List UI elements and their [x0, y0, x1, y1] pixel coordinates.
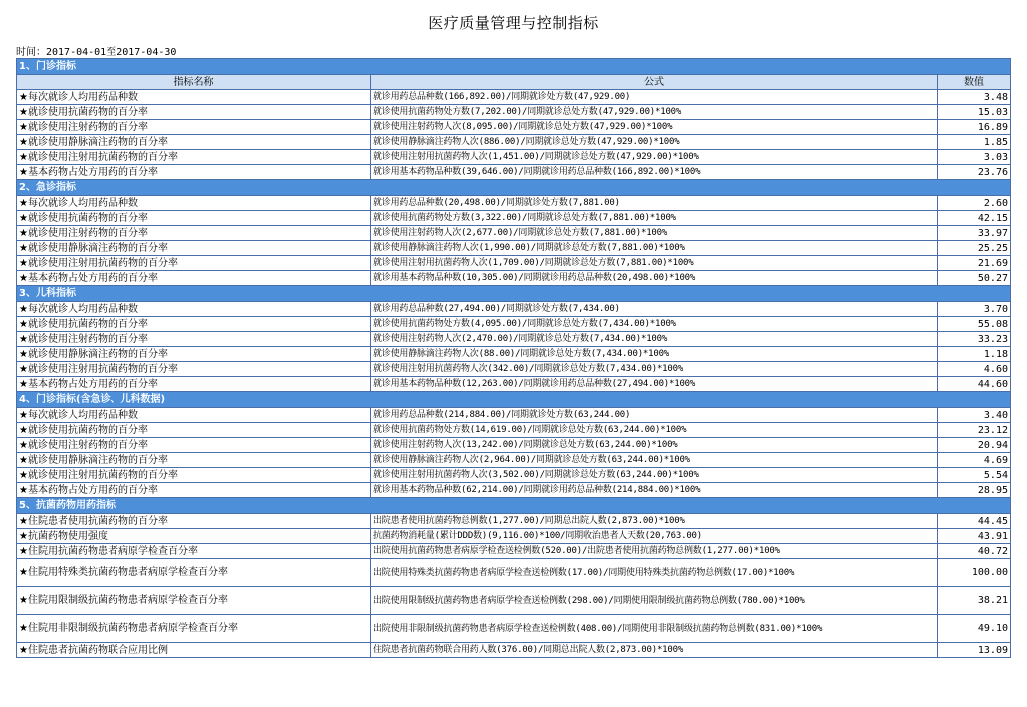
- table-row: [17, 377, 1011, 392]
- table-row: [17, 587, 1011, 615]
- table-row: [17, 90, 1011, 105]
- indicator-value: 40.72: [938, 544, 1011, 559]
- indicator-formula: 就诊用药总品种数(27,494.00)/同期就诊处方数(7,434.00): [371, 302, 938, 317]
- section-header-row: [17, 180, 1011, 196]
- indicator-name: ★基本药物占处方用药的百分率: [17, 483, 371, 498]
- indicator-name: ★就诊使用注射用抗菌药物的百分率: [17, 150, 371, 165]
- indicator-value: 23.76: [938, 165, 1011, 180]
- indicator-value: 2.60: [938, 196, 1011, 211]
- table-row: [17, 105, 1011, 120]
- indicator-name: ★就诊使用静脉滴注药物的百分率: [17, 347, 371, 362]
- indicator-name: ★住院用抗菌药物患者病原学检查百分率: [17, 544, 371, 559]
- table-row: [17, 438, 1011, 453]
- indicator-value: 43.91: [938, 529, 1011, 544]
- indicator-formula: 就诊使用抗菌药物处方数(14,619.00)/同期就诊总处方数(63,244.00)*100%: [371, 423, 938, 438]
- indicator-value: 1.18: [938, 347, 1011, 362]
- indicator-formula: 就诊使用注射药物人次(2,677.00)/同期就诊总处方数(7,881.00)*100%: [371, 226, 938, 241]
- table-row: [17, 256, 1011, 271]
- indicator-value: 55.08: [938, 317, 1011, 332]
- table-row: [17, 271, 1011, 286]
- table-row: [17, 241, 1011, 256]
- indicator-name: ★就诊使用抗菌药物的百分率: [17, 211, 371, 226]
- indicator-value: 4.60: [938, 362, 1011, 377]
- indicator-formula: 就诊使用静脉滴注药物人次(886.00)/同期就诊总处方数(47,929.00)*100%: [371, 135, 938, 150]
- section-title: 3、儿科指标: [17, 286, 1011, 302]
- indicator-value: 4.69: [938, 453, 1011, 468]
- indicator-name: ★每次就诊人均用药品种数: [17, 302, 371, 317]
- indicator-value: 23.12: [938, 423, 1011, 438]
- indicator-name: ★基本药物占处方用药的百分率: [17, 271, 371, 286]
- indicator-formula: 出院患者使用抗菌药物总例数(1,277.00)/同期总出院人数(2,873.00)*100%: [371, 514, 938, 529]
- indicator-formula: 就诊使用静脉滴注药物人次(88.00)/同期就诊总处方数(7,434.00)*100%: [371, 347, 938, 362]
- indicator-value: 38.21: [938, 587, 1011, 615]
- indicator-name: ★基本药物占处方用药的百分率: [17, 377, 371, 392]
- indicator-name: ★就诊使用注射用抗菌药物的百分率: [17, 362, 371, 377]
- table-row: [17, 135, 1011, 150]
- table-row: [17, 559, 1011, 587]
- table-row: [17, 302, 1011, 317]
- indicator-formula: 就诊使用注射用抗菌药物人次(3,502.00)/同期就诊总处方数(63,244.00)*100%: [371, 468, 938, 483]
- indicator-value: 28.95: [938, 483, 1011, 498]
- table-row: [17, 453, 1011, 468]
- section-header-row: [17, 59, 1011, 75]
- indicator-formula: 出院使用抗菌药物患者病原学检查送检例数(520.00)/出院患者使用抗菌药物总例数(1,277.00)*100%: [371, 544, 938, 559]
- indicator-name: ★住院患者使用抗菌药物的百分率: [17, 514, 371, 529]
- table-row: [17, 423, 1011, 438]
- indicator-formula: 就诊使用静脉滴注药物人次(1,990.00)/同期就诊总处方数(7,881.00)*100%: [371, 241, 938, 256]
- indicator-value: 3.03: [938, 150, 1011, 165]
- indicator-value: 44.45: [938, 514, 1011, 529]
- indicator-name: ★就诊使用抗菌药物的百分率: [17, 423, 371, 438]
- indicator-value: 33.97: [938, 226, 1011, 241]
- indicator-formula: 出院使用特殊类抗菌药物患者病原学检查送检例数(17.00)/同期使用特殊类抗菌药物总例数(17.00)*100%: [371, 559, 938, 587]
- section-header-row: [17, 286, 1011, 302]
- indicator-value: 25.25: [938, 241, 1011, 256]
- column-header-formula: 公式: [371, 75, 938, 90]
- column-header-row: [17, 75, 1011, 90]
- indicator-value: 21.69: [938, 256, 1011, 271]
- page-title: 医疗质量管理与控制指标: [428, 14, 599, 32]
- table-row: [17, 317, 1011, 332]
- indicator-name: ★就诊使用注射用抗菌药物的百分率: [17, 468, 371, 483]
- table-row: [17, 332, 1011, 347]
- section-title: 1、门诊指标: [17, 59, 1011, 75]
- indicator-name: ★就诊使用静脉滴注药物的百分率: [17, 453, 371, 468]
- indicator-formula: 就诊使用抗菌药物处方数(4,095.00)/同期就诊总处方数(7,434.00)*100%: [371, 317, 938, 332]
- section-title: 5、抗菌药物用药指标: [17, 498, 1011, 514]
- indicator-value: 1.85: [938, 135, 1011, 150]
- table-row: [17, 468, 1011, 483]
- indicator-formula: 就诊用基本药物品种数(10,305.00)/同期就诊用药总品种数(20,498.00)*100%: [371, 271, 938, 286]
- indicator-name: ★就诊使用注射药物的百分率: [17, 226, 371, 241]
- column-header-value: 数值: [938, 75, 1011, 90]
- indicator-name: ★就诊使用抗菌药物的百分率: [17, 317, 371, 332]
- indicator-table: [16, 58, 1011, 658]
- indicator-formula: 出院使用非限制级抗菌药物患者病原学检查送检例数(408.00)/同期使用非限制级抗菌药物总例数(831.00)*100%: [371, 615, 938, 643]
- table-row: [17, 226, 1011, 241]
- indicator-name: ★住院用特殊类抗菌药物患者病原学检查百分率: [17, 559, 371, 587]
- indicator-value: 3.48: [938, 90, 1011, 105]
- indicator-formula: 就诊使用注射用抗菌药物人次(1,451.00)/同期就诊总处方数(47,929.00)*100%: [371, 150, 938, 165]
- table-row: [17, 150, 1011, 165]
- table-row: [17, 120, 1011, 135]
- indicator-formula: 就诊用药总品种数(20,498.00)/同期就诊处方数(7,881.00): [371, 196, 938, 211]
- indicator-formula: 就诊使用注射药物人次(13,242.00)/同期就诊总处方数(63,244.00)*100%: [371, 438, 938, 453]
- indicator-formula: 就诊使用注射用抗菌药物人次(1,709.00)/同期就诊总处方数(7,881.00)*100%: [371, 256, 938, 271]
- indicator-formula: 就诊用基本药物品种数(12,263.00)/同期就诊用药总品种数(27,494.00)*100%: [371, 377, 938, 392]
- indicator-formula: 就诊使用抗菌药物处方数(3,322.00)/同期就诊总处方数(7,881.00)*100%: [371, 211, 938, 226]
- table-row: [17, 165, 1011, 180]
- indicator-formula: 抗菌药物消耗量(累计DDD数)(9,116.00)*100/同期收治患者人天数(20,763.00): [371, 529, 938, 544]
- indicator-name: ★住院患者抗菌药物联合应用比例: [17, 643, 371, 658]
- table-row: [17, 211, 1011, 226]
- indicator-formula: 就诊使用静脉滴注药物人次(2,964.00)/同期就诊总处方数(63,244.00)*100%: [371, 453, 938, 468]
- indicator-value: 15.03: [938, 105, 1011, 120]
- table-row: [17, 196, 1011, 211]
- table-row: [17, 347, 1011, 362]
- indicator-formula: 就诊使用抗菌药物处方数(7,202.00)/同期就诊总处方数(47,929.00)*100%: [371, 105, 938, 120]
- indicator-formula: 就诊使用注射药物人次(8,095.00)/同期就诊总处方数(47,929.00)*100%: [371, 120, 938, 135]
- indicator-name: ★就诊使用抗菌药物的百分率: [17, 105, 371, 120]
- column-header-name: 指标名称: [17, 75, 371, 90]
- report-period: 时间：2017-04-01至2017-04-30: [16, 47, 177, 58]
- indicator-name: ★就诊使用静脉滴注药物的百分率: [17, 135, 371, 150]
- indicator-name: ★就诊使用注射用抗菌药物的百分率: [17, 256, 371, 271]
- table-row: [17, 615, 1011, 643]
- table-row: [17, 362, 1011, 377]
- indicator-value: 50.27: [938, 271, 1011, 286]
- indicator-formula: 就诊用基本药物品种数(39,646.00)/同期就诊用药总品种数(166,892.00)*100%: [371, 165, 938, 180]
- indicator-formula: 就诊用药总品种数(166,892.00)/同期就诊处方数(47,929.00): [371, 90, 938, 105]
- indicator-name: ★每次就诊人均用药品种数: [17, 90, 371, 105]
- table-row: [17, 483, 1011, 498]
- indicator-value: 44.60: [938, 377, 1011, 392]
- table-row: [17, 408, 1011, 423]
- indicator-formula: 出院使用限制级抗菌药物患者病原学检查送检例数(298.00)/同期使用限制级抗菌药物总例数(780.00)*100%: [371, 587, 938, 615]
- indicator-name: ★每次就诊人均用药品种数: [17, 196, 371, 211]
- indicator-formula: 就诊用药总品种数(214,884.00)/同期就诊处方数(63,244.00): [371, 408, 938, 423]
- indicator-value: 3.40: [938, 408, 1011, 423]
- indicator-value: 42.15: [938, 211, 1011, 226]
- section-header-row: [17, 498, 1011, 514]
- table-row: [17, 544, 1011, 559]
- indicator-value: 49.10: [938, 615, 1011, 643]
- indicator-name: ★住院用非限制级抗菌药物患者病原学检查百分率: [17, 615, 371, 643]
- indicator-name: ★就诊使用静脉滴注药物的百分率: [17, 241, 371, 256]
- section-header-row: [17, 392, 1011, 408]
- indicator-name: ★基本药物占处方用药的百分率: [17, 165, 371, 180]
- indicator-name: ★就诊使用注射药物的百分率: [17, 332, 371, 347]
- indicator-value: 5.54: [938, 468, 1011, 483]
- indicator-formula: 就诊用基本药物品种数(62,214.00)/同期就诊用药总品种数(214,884.00)*100%: [371, 483, 938, 498]
- indicator-formula: 就诊使用注射用抗菌药物人次(342.00)/同期就诊总处方数(7,434.00)*100%: [371, 362, 938, 377]
- indicator-name: ★就诊使用注射药物的百分率: [17, 120, 371, 135]
- indicator-value: 13.09: [938, 643, 1011, 658]
- indicator-value: 33.23: [938, 332, 1011, 347]
- section-title: 2、急诊指标: [17, 180, 1011, 196]
- table-row: [17, 514, 1011, 529]
- table-row: [17, 643, 1011, 658]
- indicator-name: ★就诊使用注射药物的百分率: [17, 438, 371, 453]
- indicator-formula: 就诊使用注射药物人次(2,470.00)/同期就诊总处方数(7,434.00)*100%: [371, 332, 938, 347]
- indicator-value: 3.70: [938, 302, 1011, 317]
- indicator-formula: 住院患者抗菌药物联合用药人数(376.00)/同期总出院人数(2,873.00)*100%: [371, 643, 938, 658]
- indicator-value: 16.89: [938, 120, 1011, 135]
- indicator-name: ★住院用限制级抗菌药物患者病原学检查百分率: [17, 587, 371, 615]
- table-row: [17, 529, 1011, 544]
- indicator-name: ★每次就诊人均用药品种数: [17, 408, 371, 423]
- indicator-value: 20.94: [938, 438, 1011, 453]
- indicator-name: ★抗菌药物使用强度: [17, 529, 371, 544]
- section-title: 4、门诊指标(含急诊、儿科数据): [17, 392, 1011, 408]
- indicator-value: 100.00: [938, 559, 1011, 587]
